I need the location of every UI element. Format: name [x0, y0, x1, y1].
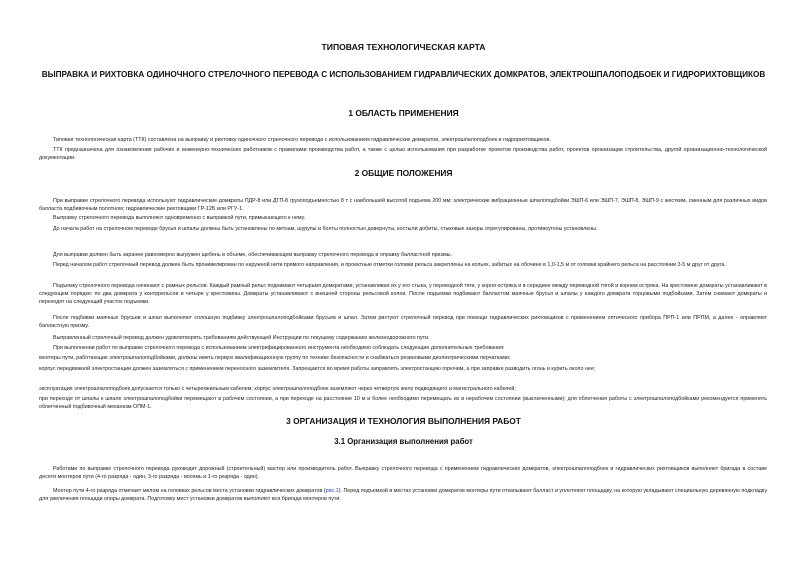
- paragraph: При выполнении работ по выправке стрелочного перевода с использованием электрифицированного инструмента необходимо соблюдать следующие дополнительные требования:: [53, 345, 505, 351]
- paragraph-text: ). Перед подъемкой в местах установки домкратов монтеры пути откапывают балласт и уплотняют площадку, на которую укладывают специальную деревянную подкладку для увеличения площади опоры домкрата. Подготовку мест установки домкратов выполняет вся бригада монтеров пути.: [39, 488, 767, 502]
- paragraph: Выправку стрелочного перевода выполняют одновременно с выправкой пути, примыкающего к нему.: [53, 215, 306, 221]
- paragraph: Для выправки должен быть заранее равномерно выгружен щебень в объеме, обеспечивающем выправку стрелочного перевода и оправку балластной призмы.: [53, 252, 452, 258]
- paragraph: При выправке стрелочного перевода используют гидравлические домкраты ПДР-8 или ДГП-8 грузоподъемностью 8 т с наибольшей высотой подъема 200 мм; электрические вибрационные шпалоподбойки ЭШП-6 или ЭШП-7, ЭШП-8, ЭШП-9 с жестким, сменным для различных видов балласта подбивочным полотном; гидравлические рихтовщики ГР-12Б или РГУ-1.: [39, 198, 767, 212]
- paragraph: Типовая технологическая карта (ТТК) составлена на выправку и рихтовку одиночного стрелочного перевода с использованием гидравлических домкратов, электрошпалоподбоек и гидрорихтовщиков.: [53, 137, 551, 143]
- paragraph: После подбивки маячных брусьев и шпал выполняют сплошную подбивку электрошпалоподбойками брусьев и шпал. Затем рихтуют стрелочный перевод при помощи гидравлических рихтовщиков с применением оптического прибора ПРП-1 или ПРПМ, а далее - оправляют балластную призму.: [39, 315, 767, 329]
- section-3-heading: 3 ОРГАНИЗАЦИЯ И ТЕХНОЛОГИЯ ВЫПОЛНЕНИЯ РАБОТ: [286, 416, 521, 426]
- paragraph: Подъемку стрелочного перевода начинают с рамных рельсов. Каждый рамный рельс поднимают четырьмя домкратами, устанавливая их у его стыка, у переводной тяги, у корня остряка и в середине между переводной тягой и корнем остряка. На крестовине домкраты устанавливают в следующем порядке: по два домкрата у контррельсов и четыре у крестовины. Домкраты устанавливают с внешней стороны рельсовой колеи. После подъемки подбивают балластом маячные брусья и шпалы у каждого домкрата торцовыми подбойками. Затем снимают домкраты и переходят на следующий участок подъемки.: [39, 283, 767, 305]
- paragraph: Работами по выправке стрелочного перевода руководит дорожный (строительный) мастер или производитель работ. Выправку стрелочного перевода с применением гидравлических домкратов, электрошпалоподбоек и гидравлических рихтовщиков выполняет бригада в составе десяти монтеров пути (4-го разряда - один, 3-го разряда - восемь и 1-го разряда - один).: [39, 466, 767, 480]
- paragraph: при переходе от шпалы к шпале электрошпалоподбойки перемещают в рабочем состоянии, а при переходе на расстояние 10 м и более необходимо перемещать их в нерабочем состоянии (выключенными); для облегчения работы с электрошпалоподбойками рекомендуется применять облегченный подбивочный механизм ОПМ-1.: [39, 396, 767, 410]
- paragraph: монтеры пути, работающие электрошпалоподбойками, должны иметь первую квалификационную группу по технике безопасности и снабжаться резиновыми диэлектрическими перчатками;: [39, 355, 511, 361]
- paragraph: корпус передвижной электростанции должен заземляться с применением переносного заземлителя. Запрещается во время работы заправлять электростанцию горючим, а при заправке разводить огонь и курить около нее;: [39, 366, 596, 372]
- section-3-1-heading: 3.1 Организация выполнения работ: [334, 437, 473, 446]
- paragraph: эксплуатация электрошпалоподбоек допускается только с четырехжильным кабелем; корпус электрошпалоподбоек заземляют через четвертую жилу подводящего и магистрального кабелей;: [39, 386, 516, 392]
- figure-1-link[interactable]: рис.1: [325, 488, 339, 494]
- paragraph-text: Монтер пути 4-го разряда отмечает мелом на головках рельсов места установки гидравлических домкратов (: [53, 488, 326, 494]
- paragraph: [39, 488, 767, 504]
- paragraph: ТТК предназначена для ознакомления рабочих и инженерно-технических работников с правилами производства работ, а также с целью использования при разработке проектов производства работ, проектов организации строительства, другой организационно-технологической документации.: [39, 147, 767, 161]
- section-2-heading: 2 ОБЩИЕ ПОЛОЖЕНИЯ: [354, 168, 453, 178]
- section-1-heading: 1 ОБЛАСТЬ ПРИМЕНЕНИЯ: [348, 108, 459, 118]
- main-heading: ВЫПРАВКА И РИХТОВКА ОДИНОЧНОГО СТРЕЛОЧНОГО ПЕРЕВОДА С ИСПОЛЬЗОВАНИЕМ ГИДРАВЛИЧЕСКИХ ДОМКРАТОВ, ЭЛЕКТРОШПАЛОПОДБОЕК И ГИДРОРИХТОВЩИКОВ: [41, 70, 766, 79]
- paragraph: До начала работ на стрелочном переводе брусья и шпалы должны быть установлены по меткам, шурупы и болты полностью довернуты, костыли добиты, стыковые зазоры отрегулированы, противоугоны установлены.: [53, 226, 598, 232]
- document-title: ТИПОВАЯ ТЕХНОЛОГИЧЕСКАЯ КАРТА: [321, 42, 486, 52]
- paragraph: Выправленный стрелочный перевод должен удовлетворять требованиям действующей Инструкции по текущему содержанию железнодорожного пути.: [53, 335, 430, 341]
- paragraph: Перед началом работ стрелочный перевод должен быть пронивелирован по наружной нити прямого направления, и проектные отметки головки рельса закреплены на кольях, забитых на обочине в 1,0-1,5 м от головки крайнего рельса на расстоянии 3-5 м друг от друга.: [53, 262, 726, 268]
